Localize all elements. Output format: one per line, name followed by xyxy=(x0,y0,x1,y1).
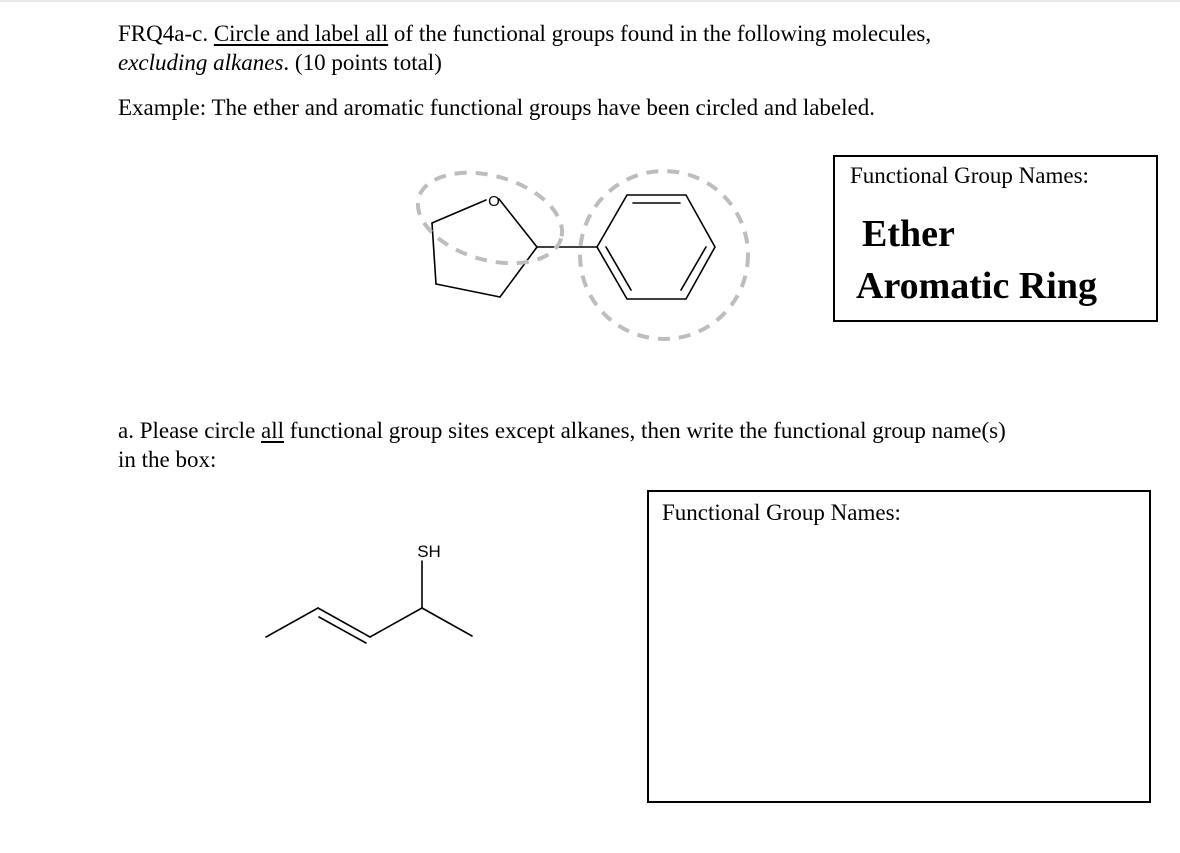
answer-ether: Ether xyxy=(862,213,955,255)
question-id: FRQ4a-c. xyxy=(118,21,209,46)
example-text: Example: The ether and aromatic functional groups have been circled and labeled. xyxy=(118,95,875,120)
bond-1 xyxy=(266,608,318,637)
bond-ring-left xyxy=(432,223,436,284)
example-box-title: Functional Group Names: xyxy=(850,163,1089,188)
example-molecule xyxy=(432,195,715,299)
sh-group-label: SH xyxy=(417,542,441,561)
bond-4 xyxy=(422,608,472,636)
bond-ring-right xyxy=(500,247,537,297)
bond-o-c xyxy=(499,199,537,247)
bond-2 xyxy=(318,608,370,637)
instruction-underlined: Circle and label all xyxy=(213,21,389,46)
bond-3 xyxy=(370,608,422,637)
aromatic-circle xyxy=(580,171,748,339)
points-text: . (10 points total) xyxy=(283,50,442,75)
bond-c-o xyxy=(432,200,486,223)
bond-ring-bottom xyxy=(436,284,500,297)
part-a-box-title: Functional Group Names: xyxy=(662,500,901,525)
part-a-prefix: a. Please circle xyxy=(118,418,256,443)
answer-aromatic-ring: Aromatic Ring xyxy=(856,265,1097,307)
part-a-rest: functional group sites except alkanes, then write the functional group name(s) xyxy=(289,418,1006,443)
oxygen-atom-label: O xyxy=(488,193,500,210)
ether-circle xyxy=(407,157,572,279)
instruction-rest: of the functional groups found in the following molecules, xyxy=(393,21,932,46)
part-a-underlined: all xyxy=(261,418,285,443)
excluding-alkanes-text: excluding alkanes xyxy=(118,50,284,75)
part-a-molecule xyxy=(266,561,472,643)
benzene-ring xyxy=(597,195,715,299)
part-a-line-2: in the box: xyxy=(118,447,217,472)
